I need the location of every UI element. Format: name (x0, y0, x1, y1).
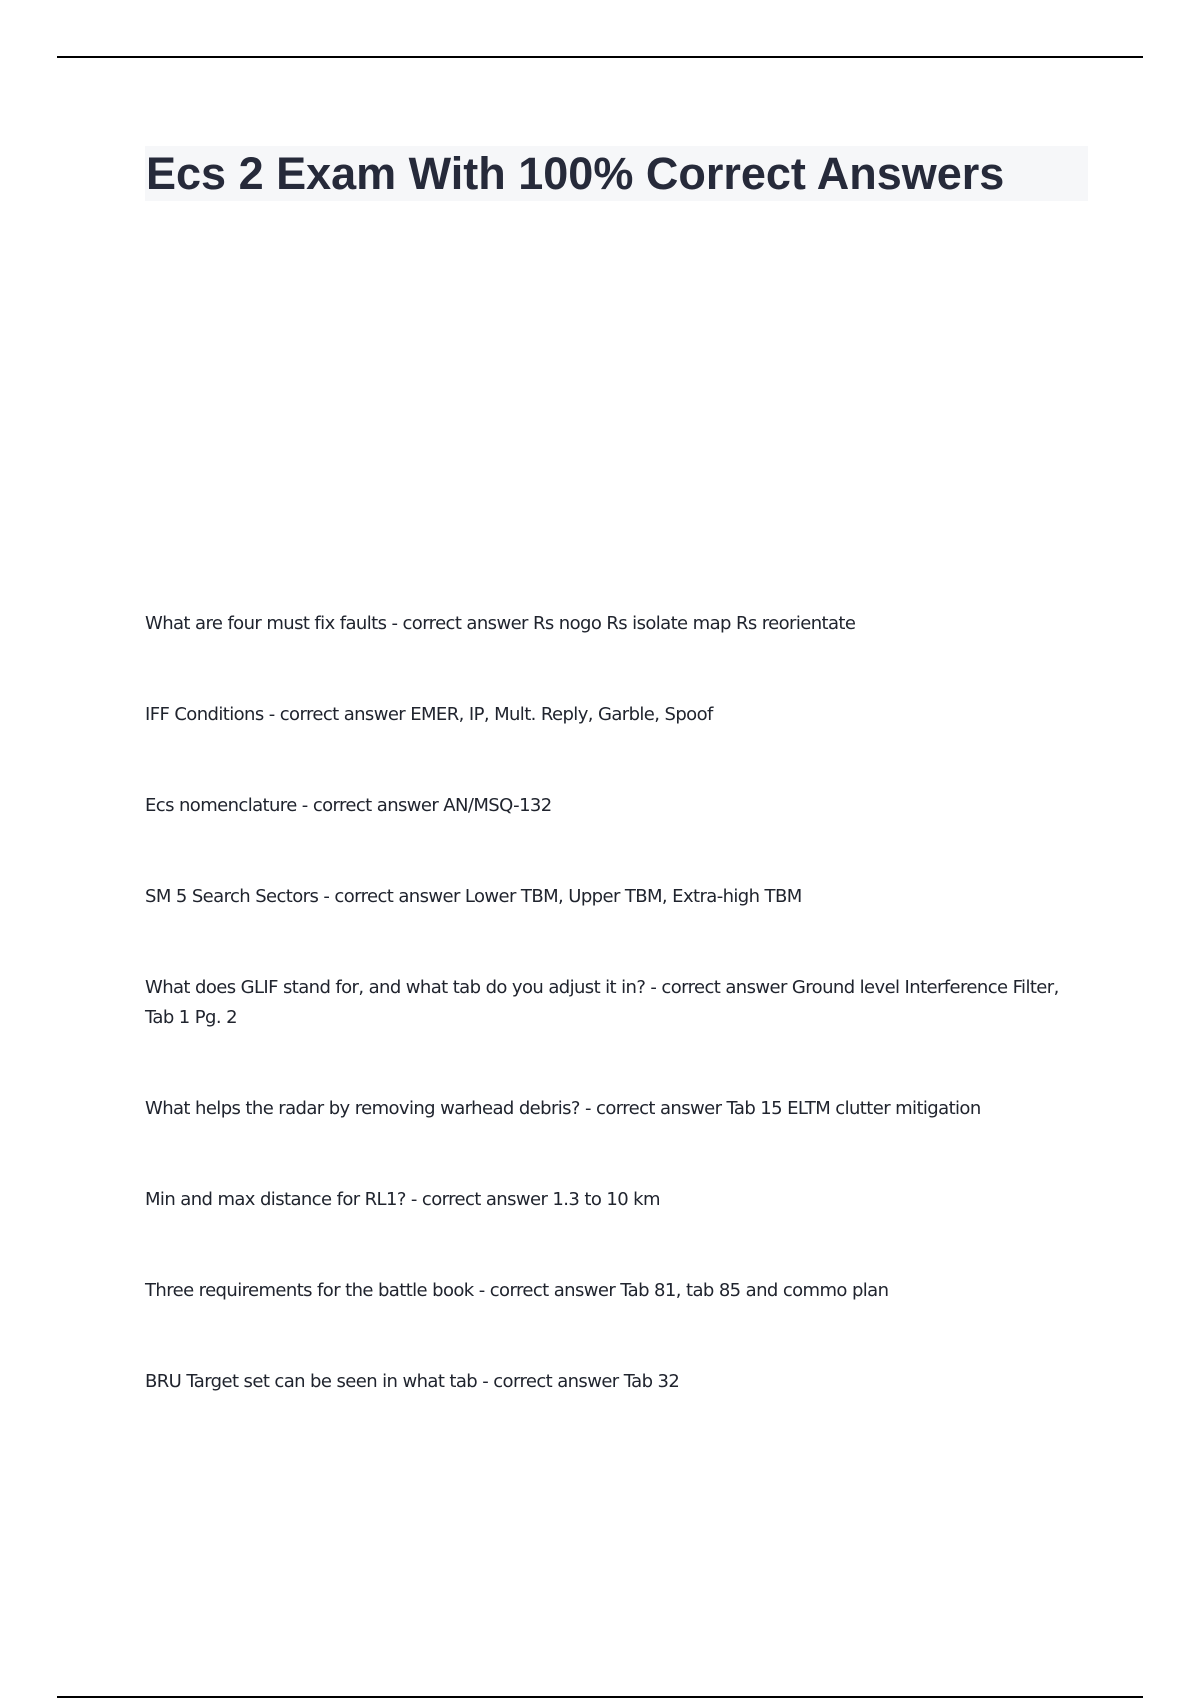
qa-item: SM 5 Search Sectors - correct answer Lower TBM, Upper TBM, Extra-high TBM (145, 886, 802, 907)
footer-divider (57, 1696, 1143, 1698)
qa-item: BRU Target set can be seen in what tab - correct answer Tab 32 (145, 1371, 680, 1392)
qa-item: What are four must fix faults - correct answer Rs nogo Rs isolate map Rs reorientate (145, 613, 856, 634)
qa-list (145, 609, 1070, 1458)
qa-item: Three requirements for the battle book - correct answer Tab 81, tab 85 and commo plan (145, 1280, 889, 1301)
qa-item: What does GLIF stand for, and what tab do you adjust it in? - correct answer Ground level Interference Filter, Tab 1 Pg. 2 (145, 977, 1059, 1028)
qa-item: What helps the radar by removing warhead debris? - correct answer Tab 15 ELTM clutter mitigation (145, 1098, 981, 1119)
qa-item: Min and max distance for RL1? - correct answer 1.3 to 10 km (145, 1189, 660, 1210)
qa-item: Ecs nomenclature - correct answer AN/MSQ-132 (145, 795, 552, 816)
title-banner (145, 146, 1088, 201)
qa-item: IFF Conditions - correct answer EMER, IP, Mult. Reply, Garble, Spoof (145, 704, 713, 725)
document-title: Ecs 2 Exam With 100% Correct Answers (146, 148, 1005, 199)
header-divider (57, 56, 1143, 58)
